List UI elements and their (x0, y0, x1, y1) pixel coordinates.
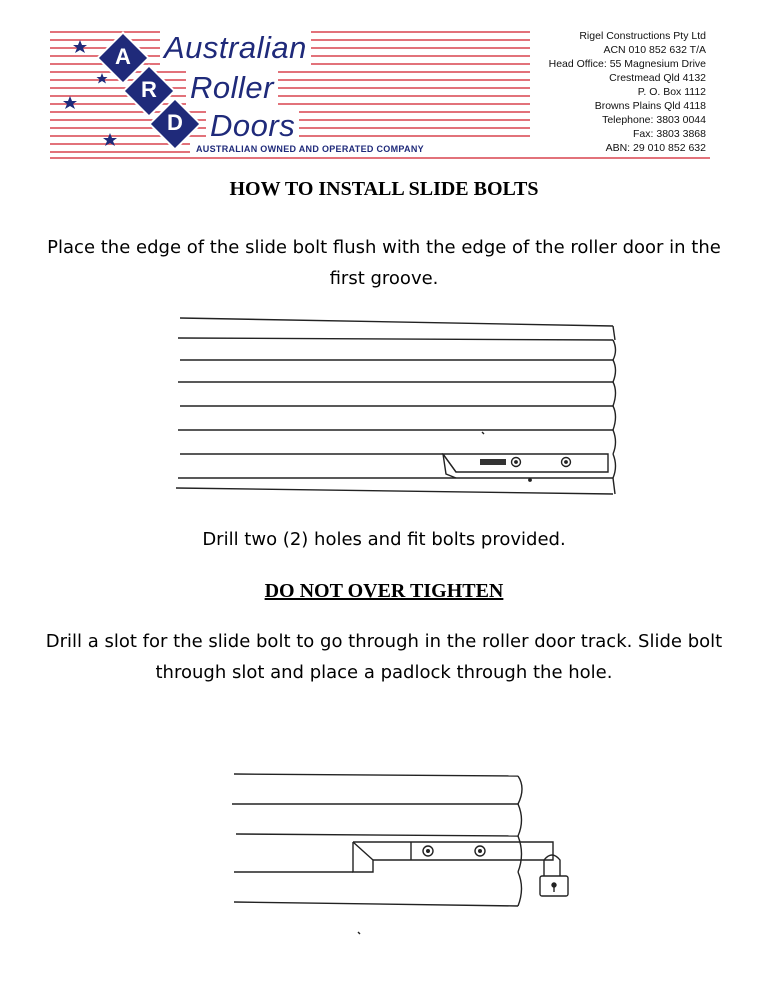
contact-block (446, 29, 706, 155)
step-3-text: Drill a slot for the slide bolt to go through in the roller door track. Slide bolt through slot and place a padlock through the hole. (45, 631, 723, 683)
company-name-line-2: Roller (186, 70, 278, 106)
contact-line: Fax: 3803 3868 (633, 128, 706, 140)
slide-bolt (443, 432, 608, 481)
diagram-door-bolt (168, 308, 628, 508)
logo-letter-d: D (167, 110, 183, 135)
contact-line: Crestmead Qld 4132 (609, 72, 706, 84)
star-icon (73, 40, 87, 53)
contact-line: Browns Plains Qld 4118 (594, 100, 706, 112)
padlock-icon (540, 855, 568, 896)
step-2-text: Drill two (2) holes and fit bolts provided. (202, 529, 566, 550)
contact-line: ABN: 29 010 852 632 (605, 142, 706, 154)
diagram-padlock (228, 764, 608, 944)
logo-letter-r: R (141, 77, 157, 102)
page-title: HOW TO INSTALL SLIDE BOLTS (229, 178, 539, 200)
company-name-line-1: Australian (160, 30, 311, 66)
contact-line: P. O. Box 1112 (637, 86, 706, 98)
step-1-text: Place the edge of the slide bolt flush with the edge of the roller door in the first groove. (47, 237, 721, 289)
slide-bolt-extended (353, 842, 553, 872)
star-icon (63, 96, 77, 109)
contact-line: Head Office: 55 Magnesium Drive (548, 58, 706, 70)
star-icon (97, 73, 108, 84)
company-tagline: AUSTRALIAN OWNED AND OPERATED COMPANY (196, 144, 424, 154)
warning-text: DO NOT OVER TIGHTEN (264, 580, 504, 602)
company-name-line-3: Doors (206, 108, 299, 144)
contact-line: ACN 010 852 632 T/A (603, 44, 706, 56)
contact-line: Telephone: 3803 0044 (602, 114, 706, 126)
contact-line: Rigel Constructions Pty Ltd (579, 30, 706, 42)
logo-letter-a: A (115, 44, 131, 69)
